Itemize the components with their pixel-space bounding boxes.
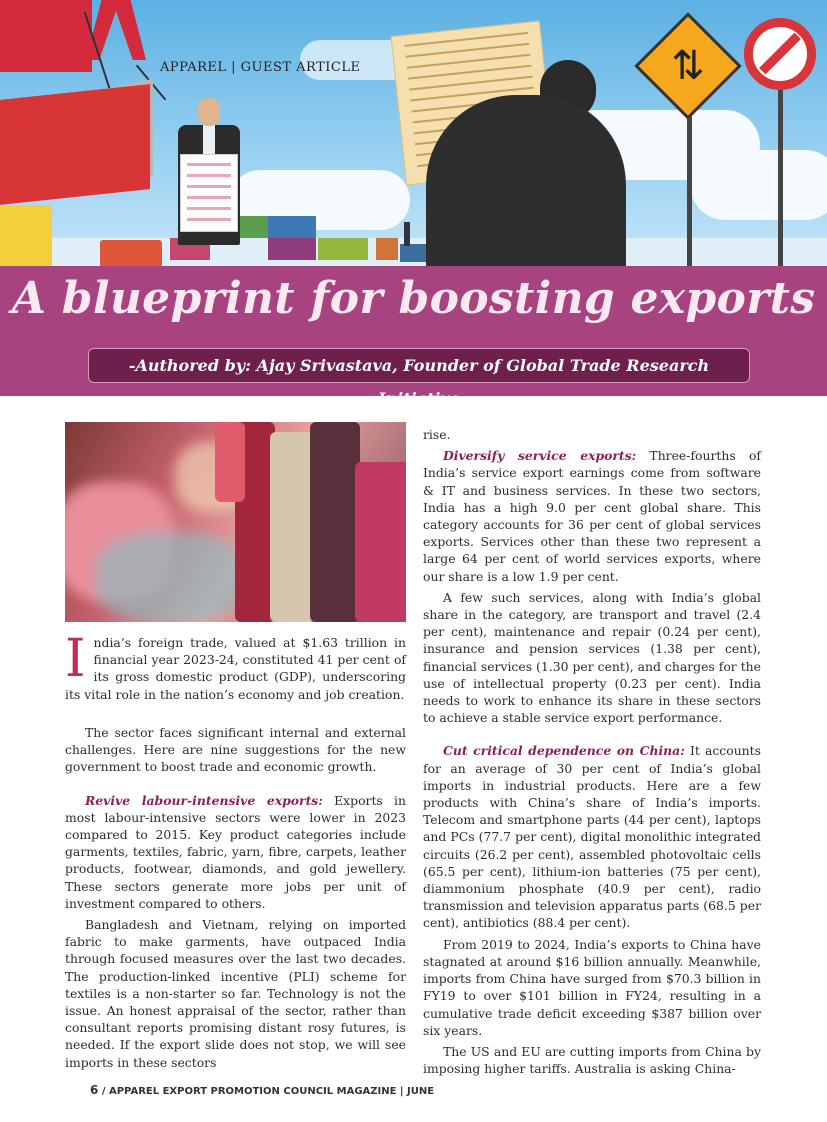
garment bbox=[215, 422, 245, 502]
section-text: It accounts for an average of 30 per cent of India’s global imports in industrial products. Here are a few products with China’s share of India’s imports. Telecom and smartphone parts (44 per cent), laptops and PCs (77.7 per cent), digital monolithic integrated circuits (26.2 per cent), assembled photovoltaic cells (65.5 per cent), lithium-ion batteries (75 per cent), diammonium phosphate (40.9 per cent), radio transmission and television apparatus parts (68.5 per cent), antibiotics (88.4 per cent). bbox=[423, 743, 761, 931]
article-title: A blueprint for boosting exports bbox=[11, 273, 816, 324]
paragraph bbox=[423, 742, 761, 931]
shipping-container bbox=[268, 238, 316, 260]
yellow-block bbox=[0, 205, 52, 268]
shipping-container bbox=[268, 216, 316, 238]
cloud bbox=[690, 150, 827, 220]
garment bbox=[355, 462, 406, 622]
paragraph: rise. bbox=[423, 427, 451, 442]
intro-text: ndia’s foreign trade, valued at $1.63 trillion in financial year 2023-24, constituted 41 per cent of its gross domestic product (GDP), underscoring its vital role in the nation’s economy and job creation. bbox=[65, 635, 406, 702]
intro-paragraph bbox=[65, 629, 406, 703]
up-down-arrows-icon: ⇅ bbox=[671, 43, 705, 89]
hero-illustration bbox=[0, 0, 827, 268]
shipping-container bbox=[376, 238, 398, 260]
section-lead: Diversify service exports: bbox=[443, 448, 637, 464]
page-footer bbox=[90, 1083, 434, 1097]
author-byline: -Authored by: Ajay Srivastava, Founder of Global Trade Research Initiative bbox=[88, 348, 750, 383]
document-sign bbox=[180, 154, 238, 232]
paragraph: A few such services, along with India’s global share in the category, are transport and travel (2.4 per cent), maintenance and repair (0.24 per cent), insurance and pension services (1.38 per cent), financial services (1.30 per cent), and charges for the use of intellectual property (0.23 per cent). India needs to work to enhance its share in these sectors to achieve a stable service export performance. bbox=[423, 589, 761, 726]
section-kicker: APPAREL | GUEST ARTICLE bbox=[160, 60, 361, 75]
sign-pole bbox=[778, 80, 783, 268]
paragraph bbox=[65, 792, 406, 912]
garments-photo bbox=[65, 422, 406, 622]
section-text: Three-fourths of India’s service export earnings come from software & IT and business services. In these two sectors, India has a high 9.0 per cent global share. This category accounts for 36 per cent of global services exports. Services other than these two represent a large 64 per cent of world services exports, where our share is a low 1.9 per cent. bbox=[423, 448, 761, 584]
ship-mast bbox=[404, 222, 410, 246]
photo-blur bbox=[95, 532, 245, 622]
section-text: Exports in most labour-intensive sectors were lower in 2023 compared to 2015. Key product categories include garments, textiles, fabric, yarn, fibre, carpets, leather products, footwear, diamonds, and gold jewellery. These sectors generate more jobs per unit of investment compared to others. bbox=[65, 792, 406, 911]
footer-text: / APPAREL EXPORT PROMOTION COUNCIL MAGAZINE | JUNE bbox=[101, 1086, 435, 1097]
drop-cap: I bbox=[65, 629, 86, 689]
section-lead: Revive labour-intensive exports: bbox=[85, 792, 323, 808]
logo-a-icon bbox=[86, 0, 146, 60]
right-column bbox=[423, 426, 761, 1081]
businessman-shirt bbox=[203, 125, 215, 155]
truck bbox=[100, 240, 162, 268]
reader-figure bbox=[426, 95, 626, 268]
section-lead: Cut critical dependence on China: bbox=[443, 743, 685, 759]
shipping-container bbox=[318, 238, 368, 260]
garment bbox=[310, 422, 360, 622]
logo-red-block bbox=[0, 0, 92, 72]
paragraph bbox=[423, 447, 761, 585]
paragraph: The US and EU are cutting imports from China by imposing higher tariffs. Australia is asking China- bbox=[423, 1043, 761, 1077]
garment bbox=[270, 432, 315, 622]
left-column bbox=[65, 724, 406, 1075]
cargo-crate bbox=[0, 84, 150, 205]
paragraph: From 2019 to 2024, India’s exports to China have stagnated at around $16 billion annually. Meanwhile, imports from China have surged from $70.3 billion in FY19 to over $101 billion in FY24, resulting in a cumulative trade deficit exceeding $387 billion over six years. bbox=[423, 936, 761, 1038]
page-number: 6 bbox=[90, 1083, 99, 1097]
paragraph: Bangladesh and Vietnam, relying on imported fabric to make garments, have outpaced India through focused measures over the last two decades. The production-linked incentive (PLI) scheme for textiles is a non-starter so far. Technology is not the issue. An honest appraisal of the sector, rather than consultant reports promising distant rosy futures, is needed. If the export slide does not stop, we will see imports in these sectors bbox=[65, 917, 406, 1070]
paragraph: The sector faces significant internal and external challenges. Here are nine suggestions for the new government to boost trade and economic growth. bbox=[65, 725, 406, 775]
no-entry-sign-icon bbox=[744, 18, 816, 90]
businessman-head bbox=[198, 98, 220, 126]
